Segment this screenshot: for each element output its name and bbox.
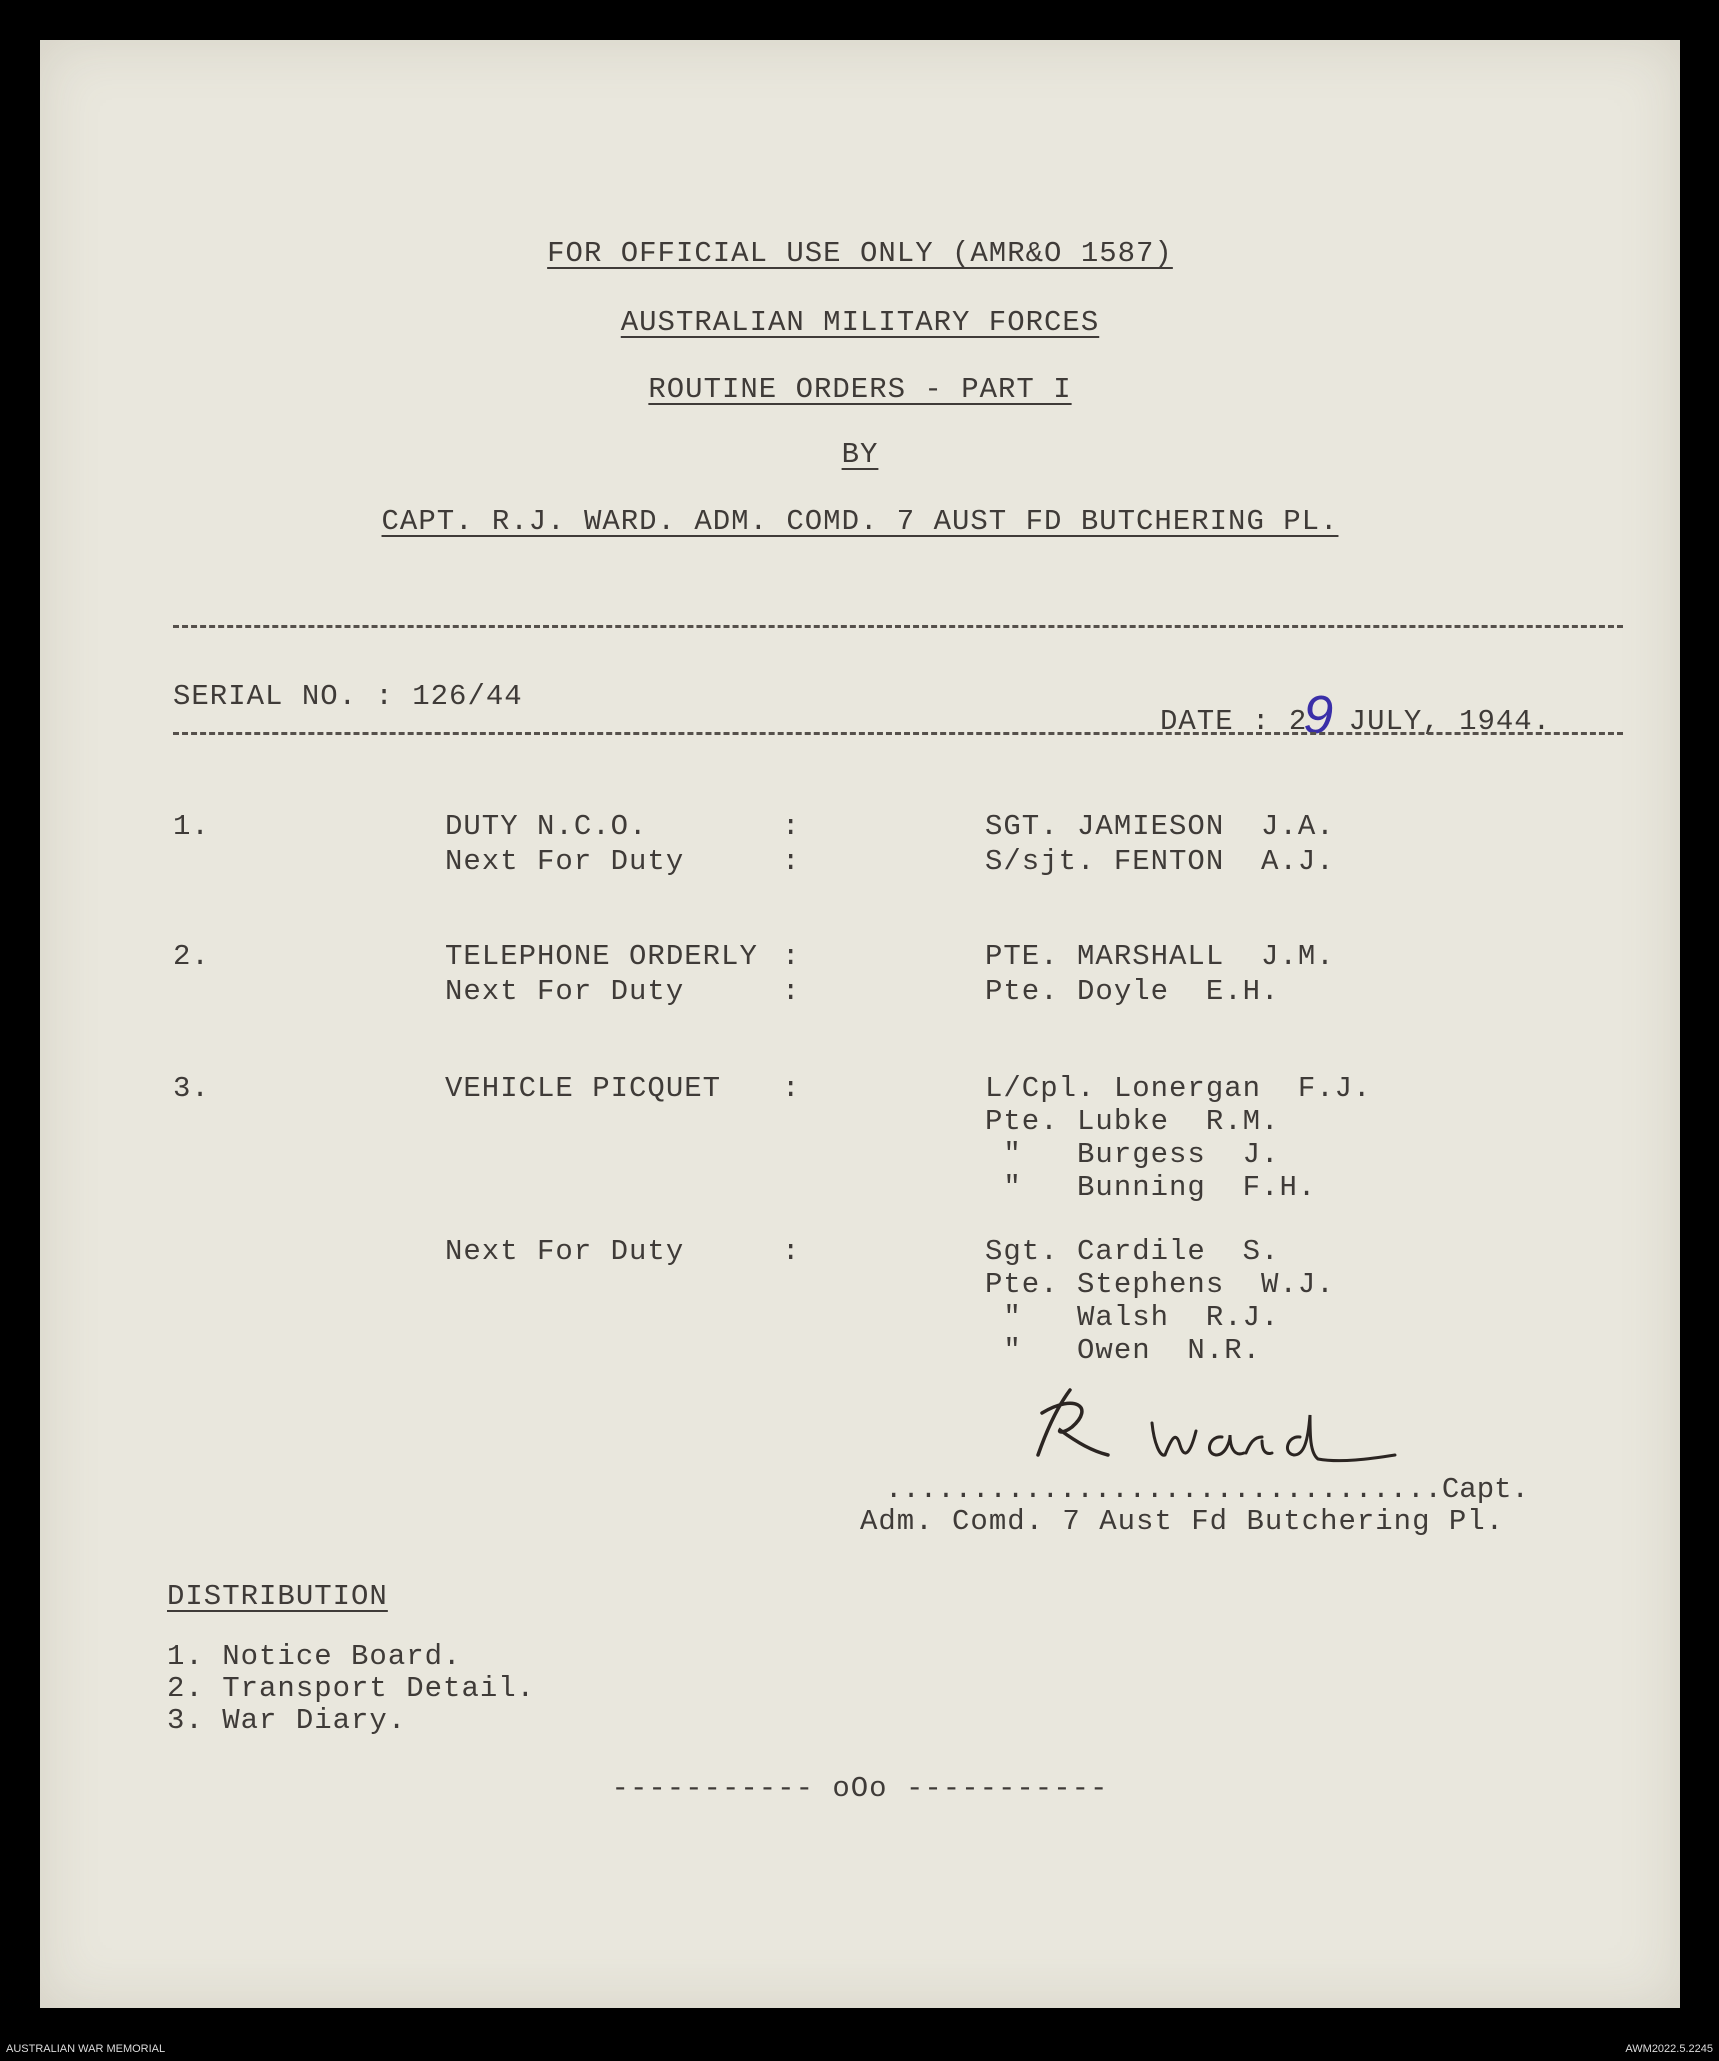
- end-mark: ----------- oOo -----------: [611, 1772, 1109, 1805]
- duty-label: TELEPHONE ORDERLY: [445, 940, 758, 973]
- distribution-heading: DISTRIBUTION: [167, 1580, 388, 1613]
- footer-left: AUSTRALIAN WAR MEMORIAL: [6, 2043, 166, 2055]
- issuer-heading: CAPT. R.J. WARD. ADM. COMD. 7 AUST FD BUTCHERING PL.: [381, 505, 1339, 538]
- signature-rank: Capt.: [1441, 1473, 1529, 1506]
- assignee: " Bunning F.H.: [985, 1171, 1317, 1204]
- assignee: L/Cpl. Lonergan F.J.: [985, 1072, 1372, 1105]
- orders-heading: ROUTINE ORDERS - PART I: [648, 373, 1072, 406]
- distribution-item: 3. War Diary.: [167, 1704, 407, 1737]
- distribution-item: 1. Notice Board.: [167, 1640, 462, 1673]
- document-page: [40, 40, 1680, 2008]
- colon: :: [782, 1235, 801, 1268]
- duty-label: DUTY N.C.O.: [445, 810, 648, 843]
- duty-label: VEHICLE PICQUET: [445, 1072, 722, 1105]
- assignee: Pte. Lubke R.M.: [985, 1105, 1280, 1138]
- assignee: S/sjt. FENTON A.J.: [985, 845, 1335, 878]
- colon: :: [782, 1072, 801, 1105]
- next-duty-label: Next For Duty: [445, 1235, 685, 1268]
- footer-right: AWM2022.5.2245: [1625, 2043, 1713, 2055]
- assignee: Sgt. Cardile S.: [985, 1235, 1280, 1268]
- next-duty-label: Next For Duty: [445, 845, 685, 878]
- assignee: SGT. JAMIESON J.A.: [985, 810, 1335, 843]
- colon: :: [782, 810, 801, 843]
- colon: :: [782, 940, 801, 973]
- colon: :: [782, 975, 801, 1008]
- colon: :: [782, 845, 801, 878]
- classification-heading: FOR OFFICIAL USE ONLY (AMR&O 1587): [547, 237, 1173, 270]
- serial-number: SERIAL NO. : 126/44: [173, 680, 523, 713]
- assignee: Pte. Doyle E.H.: [985, 975, 1280, 1008]
- by-heading: BY: [841, 438, 879, 471]
- signature-dots: ................................: [885, 1473, 1442, 1506]
- assignee: Pte. Stephens W.J.: [985, 1268, 1335, 1301]
- organisation-heading: AUSTRALIAN MILITARY FORCES: [620, 306, 1100, 339]
- distribution-item: 2. Transport Detail.: [167, 1672, 536, 1705]
- next-duty-label: Next For Duty: [445, 975, 685, 1008]
- date-line: DATE : 29 JULY, 1944.: [1160, 685, 1552, 745]
- item-number: 3.: [173, 1072, 210, 1105]
- rule-top: [173, 625, 1623, 628]
- assignee: " Owen N.R.: [985, 1334, 1262, 1367]
- handwritten-signature: [1000, 1375, 1440, 1485]
- item-number: 1.: [173, 810, 210, 843]
- signature-line: [885, 1473, 1529, 1506]
- item-number: 2.: [173, 940, 210, 973]
- rule-bottom: [173, 732, 1623, 735]
- assignee: " Burgess J.: [985, 1138, 1280, 1171]
- date-handwritten-digit: 9: [1303, 685, 1335, 745]
- assignee: " Walsh R.J.: [985, 1301, 1280, 1334]
- assignee: PTE. MARSHALL J.M.: [985, 940, 1335, 973]
- signature-title: Adm. Comd. 7 Aust Fd Butchering Pl.: [860, 1505, 1505, 1538]
